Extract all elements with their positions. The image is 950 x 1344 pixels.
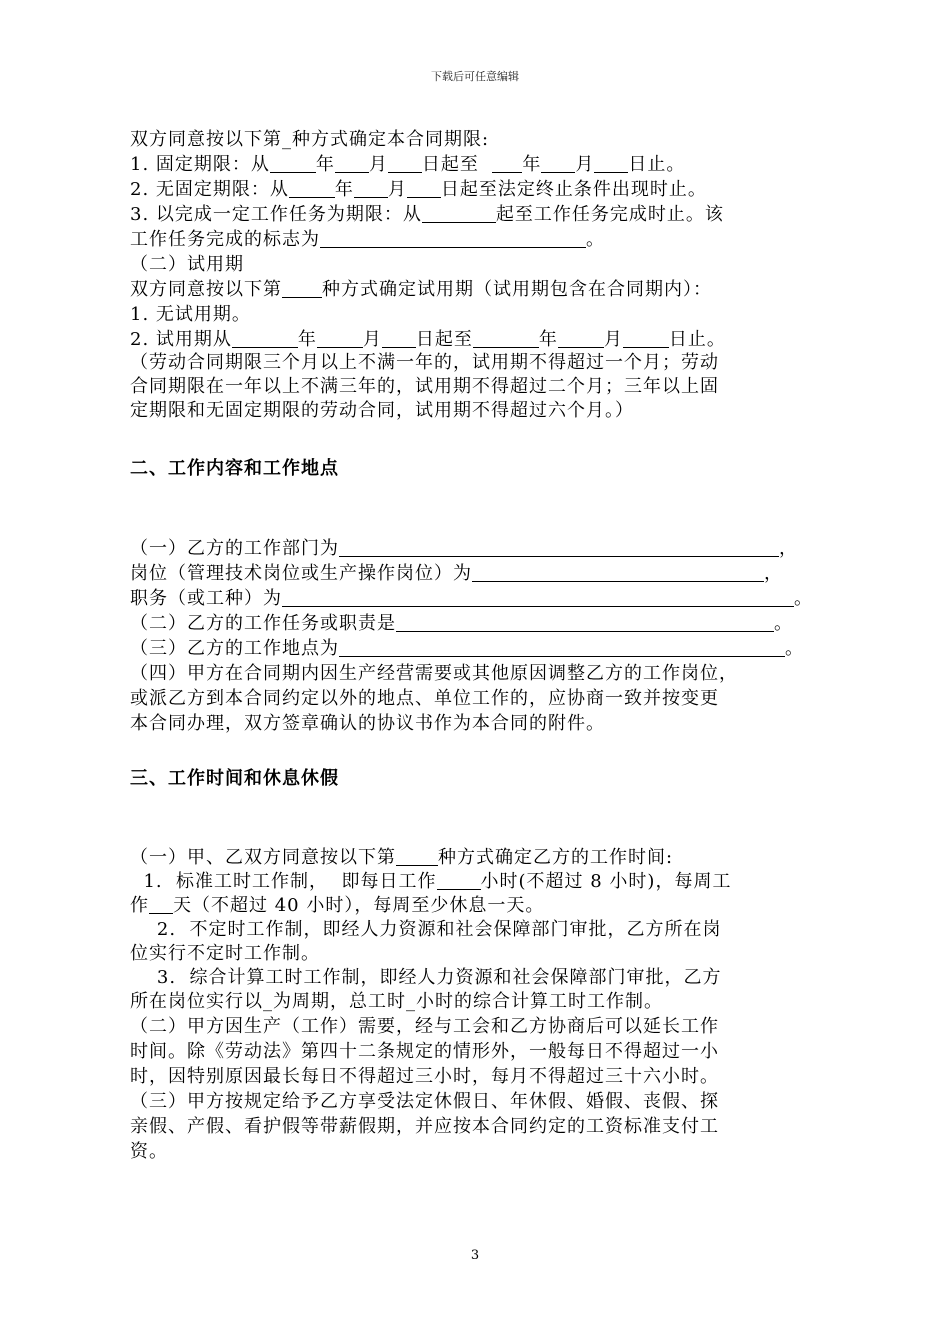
blank-field[interactable] [270,152,316,173]
blank-field[interactable] [422,202,496,223]
blank-field[interactable] [232,327,298,348]
blank-field[interactable] [317,327,363,348]
section-heading: 二、工作内容和工作地点 [130,458,339,479]
worktime-rest-line: （二）甲方因生产（工作）需要，经与工会和乙方协商后可以延长工作 [130,1016,719,1037]
work-adjust-line: 或派乙方到本合同约定以外的地点、单位工作的，应协商一致并按变更 [130,688,719,709]
blank-field[interactable] [623,327,669,348]
work-duty: （二）乙方的工作任务或职责是 。 [130,613,793,634]
blank-field[interactable] [149,893,173,914]
page-header: 下载后可任意编辑 [431,70,519,83]
work-job: 职务（或工种）为 。 [130,588,813,609]
blank-field[interactable] [382,327,416,348]
work-department: （一）乙方的工作部门为 ， [130,538,798,559]
blank-field[interactable] [289,177,335,198]
worktime-rest-line: 2. 不定时工作制，即经人力资源和社会保障部门审批，乙方所在岗 [130,919,722,940]
term-option-task-cont: 工作任务完成的标志为 。 [130,229,605,250]
blank-field[interactable] [492,152,522,173]
blank-field[interactable] [396,845,438,866]
blank-field[interactable] [388,152,422,173]
blank-field[interactable] [282,586,794,607]
probation-intro: 双方同意按以下第 种方式确定试用期（试用期包含在合同期内）： [130,279,712,300]
probation-option-period: 2. 试用期从 年 月 日起至 年 月 日止。 [130,329,726,350]
blank-field[interactable] [472,561,764,582]
page-number: 3 [470,1248,480,1263]
blank-field[interactable] [320,227,586,248]
blank-field[interactable] [594,152,628,173]
work-place: （三）乙方的工作地点为 。 [130,638,804,659]
blank-field[interactable] [541,152,575,173]
worktime-rest-line: 3. 综合计算工时工作制，即经人力资源和社会保障部门审批，乙方 [130,967,722,988]
worktime-rest-line: 时，因特别原因最长每日不得超过三小时，每月不得超过三十六小时。 [130,1066,719,1087]
term-option-open: 2. 无固定期限：从 年 月 日起至法定终止条件出现时止。 [130,179,707,200]
worktime-intro: （一）甲、乙双方同意按以下第 种方式确定乙方的工作时间: [130,847,674,868]
blank-field[interactable] [282,277,322,298]
worktime-rest-line: 资。 [130,1141,168,1162]
work-post: 岗位（管理技术岗位或生产操作岗位）为 ， [130,563,783,584]
probation-heading: （二）试用期 [130,254,244,275]
blank-field[interactable] [407,177,441,198]
blank-field[interactable] [339,536,779,557]
probation-note-line: （劳动合同期限三个月以上不满一年的，试用期不得超过一个月；劳动 [130,352,719,373]
work-adjust-line: 本合同办理，双方签章确认的协议书作为本合同的附件。 [130,713,605,734]
blank-field[interactable] [437,869,481,890]
worktime-rest-line: 时间。除《劳动法》第四十二条规定的情形外，一般每日不得超过一小 [130,1041,719,1062]
section-heading: 三、工作时间和休息休假 [130,768,339,789]
probation-note-line: 合同期限在一年以上不满三年的，试用期不得超过二个月；三年以上固 [130,376,719,397]
worktime-rest-line: （三）甲方按规定给予乙方享受法定休假日、年休假、婚假、丧假、探 [130,1091,719,1112]
worktime-standard: 1. 标准工时工作制， 即每日工作 小时(不超过 8 小时)，每周工 [130,871,732,892]
blank-field[interactable] [339,636,785,657]
worktime-rest-line: 位实行不定时工作制。 [130,943,320,964]
work-adjust-line: （四）甲方在合同期内因生产经营需要或其他原因调整乙方的工作岗位， [130,663,738,684]
term-option-fixed: 1. 固定期限：从 年 月 日起至 年 月 日止。 [130,154,686,175]
blank-field[interactable] [354,177,388,198]
probation-option-none: 1. 无试用期。 [130,304,251,325]
term-intro: 双方同意按以下第_种方式确定本合同期限: [130,129,490,150]
blank-field[interactable] [558,327,604,348]
worktime-standard-cont: 作 天（不超过 40 小时），每周至少休息一天。 [130,895,545,916]
blank-field[interactable] [335,152,369,173]
blank-field[interactable] [473,327,539,348]
term-option-task: 3. 以完成一定工作任务为期限：从 起至工作任务完成时止。该 [130,204,724,225]
probation-note-line: 定期限和无固定期限的劳动合同，试用期不得超过六个月。） [130,400,634,421]
blank-field[interactable] [396,611,774,632]
worktime-rest-line: 亲假、产假、看护假等带薪假期，并应按本合同约定的工资标准支付工 [130,1116,719,1137]
worktime-rest-line: 所在岗位实行以_为周期，总工时_小时的综合计算工时工作制。 [130,991,663,1012]
